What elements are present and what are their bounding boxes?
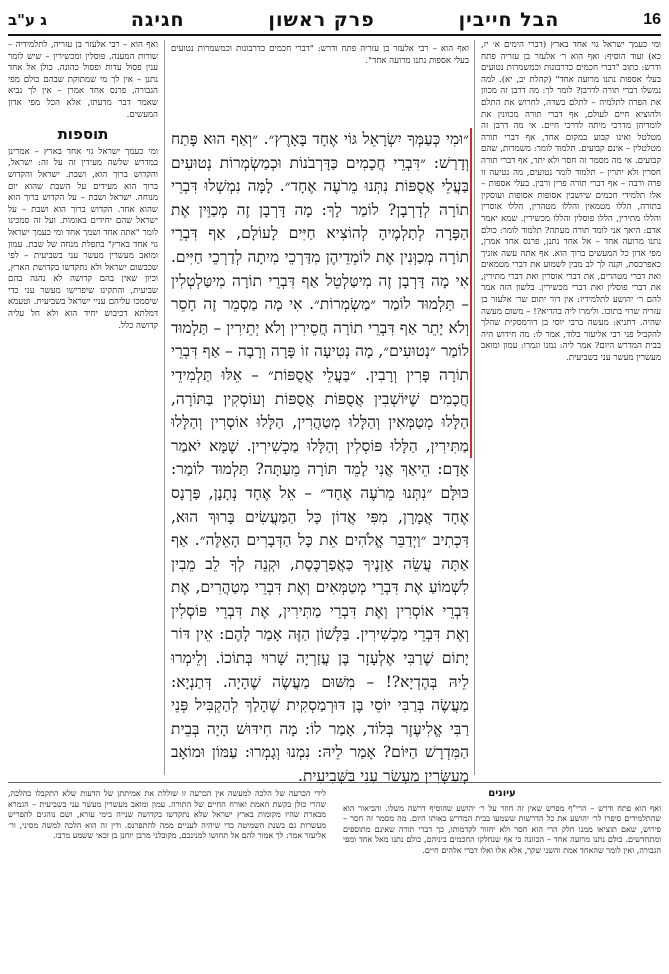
page-header [8,6,661,36]
left-commentary-intro: ואף הוא – רבי אלעזר בן עזריה, לתלמידיה – שורות המענה. פוסלין ומכשירין – שיש לומר ענין פסול עדות ופסול כהונה. כולן אל אחד נתנן – אין לך מי שמתוקת שבהם כולם מפי הגבורה, פרנס אחד אמרן – אין לך נביא שאמר דבר מדעתו, אלא הכל מפי אדון המעשים. [8,40,158,120]
footnotes-right [343,789,661,965]
highlight-bar [470,128,472,458]
footnotes-right-text: ואף הוא פתח ודרש – הרי"ף מפרש שאין זה חוזר על ר׳ יהושע שהוסיף דרשה משלו. והביאור הוא שהתלמידים סיפרו לר׳ יהושע את כל הדרשות ששמעו בבית המדרש באותו היום. מה מסמר זה חסר – פירוש, שאם תוציאו ממנו חלק הרי הוא חסר ולא יחזור לקדמותו, כך דברי תורה שאינם מתוספים ומתחדשים. כולם נתנו מרועה אחד – הכוונה כי אף שנחלקו החכמים ביניהם, כולם נתנו מאל אחד ומפי הגבורה, ואין לומר שהאחד אמת והשני שקר, אלא אלו ואלו דברי אלהים חיים. [343,803,661,855]
footnotes-left [8,789,326,965]
header-left-title: חגיגה [130,9,185,31]
footnotes-section [8,782,661,967]
tosafot-text: ומי כעמך ישראל גוי אחד בארץ – אמרינן במדרש שלשה מעידין זה על זה: ישראל, והקדוש ברוך הוא, ושבת. ישראל והקדוש ברוך הוא מעידים על השבת שהוא יום מנוחה. ישראל ושבת – על הקדוש ברוך הוא שהוא אחד. הקדוש ברוך הוא ושבת – על ישראל שהם יחידים באומות. ועל זה סמכינו לומר "אתה אחד ושמך אחד ומי כעמך ישראל גוי אחד בארץ" בתפלת מנחה של שבת. עמון ומואב מעשרין מעשר עני בשביעית – לפי שכבשום ישראל ולא נתקדשו בקדושת הארץ, וכיון שאין בהם קדושה לא נהגה בהם שביעית, והתקינו שיפרישו מעשר עני כדי שיסמכו עליהם עניי ישראל בשביעית. וטעמא דמלתא דכיבוש יחיד הוא ולא חל עליה קדושה כלל. [8,146,158,331]
page-number: 16 [643,11,661,28]
main-text-column [171,40,469,786]
main-gemara-text: ״וּמִי כְּעַמְּךָ יִשְׂרָאֵל גּוֹי אֶחָד בָּאָרֶץ״. ״וְאַף הוּא פָּתַח וְדָרַשׁ: ״דִּבְרֵי חֲכָמִים כַּדָּרְבֹנוֹת וּכְמַשְׂמְרוֹת נְטוּעִים בַּעֲלֵי אֲסֻפּוֹת נִתְּנוּ מֵרֹעֶה אֶחָד״. לָמָּה נִמְשְׁלוּ דִּבְרֵי תוֹרָה לְדָרְבָן? לוֹמַר לָךְ: מָה דָּרְבָן זֶה מְכַוֵּין אֶת הַפָּרָה לְתַלְמֶיהָ לְהוֹצִיא חַיִּים לָעוֹלָם, אַף דִּבְרֵי תוֹרָה מְכַוְּנִין אֶת לוֹמְדֵיהֶן מִדַּרְכֵי מִיתָה לְדַרְכֵי חַיִּים. אִי מָה דָּרְבָן זֶה מִיטַּלְטֵל אַף דִּבְרֵי תוֹרָה מִיטַּלְטְלִין – תַּלְמוּד לוֹמַר ״מַשְׂמְרוֹת״. אִי מָה מַסְמֵר זֶה חָסֵר וְלֹא יָתֵר אַף דִּבְרֵי תוֹרָה חֲסֵירִין וְלֹא יְתֵירִין – תַּלְמוּד לוֹמַר ״נְטוּעִים״, מָה נְטִיעָה זוֹ פָּרָה וְרָבָה – אַף דִּבְרֵי תוֹרָה פָּרִין וְרָבִין. ״בַּעֲלֵי אֲסֻפּוֹת״ – אֵלּוּ תַּלְמִידֵי חֲכָמִים שֶׁיּוֹשְׁבִין אֲסֻפּוֹת אֲסֻפּוֹת וְעוֹסְקִין בַּתּוֹרָה, הַלָּלוּ מְטַמְּאִין וְהַלָּלוּ מְטַהֲרִין, הַלָּלוּ אוֹסְרִין וְהַלָּלוּ מַתִּירִין, הַלָּלוּ פּוֹסְלִין וְהַלָּלוּ מַכְשִׁירִין. שֶׁמָּא יֹאמַר אָדָם: הֵיאַךְ אֲנִי לָמֵד תּוֹרָה מֵעַתָּה? תַּלְמוּד לוֹמַר: כּוּלָּם ״נִתְּנוּ מֵרֹעֶה אֶחָד״ – אֵל אֶחָד נְתָנָן, פַּרְנָס אֶחָד אֲמָרָן, מִפִּי אֲדוֹן כָּל הַמַּעֲשִׂים בָּרוּךְ הוּא, דִּכְתִיב ״וַיְדַבֵּר אֱלֹהִים אֵת כָּל הַדְּבָרִים הָאֵלֶּה״. אַף אַתָּה עֲשֵׂה אׇזְנֶיךָ כַּאֲפַרְכֶּסֶת, וּקְנֵה לְךָ לֵב מֵבִין לִשְׁמוֹעַ אֶת דִּבְרֵי מְטַמְּאִים וְאֶת דִּבְרֵי מְטַהֲרִים, אֶת דִּבְרֵי אוֹסְרִין וְאֶת דִּבְרֵי מַתִּירִין, אֶת דִּבְרֵי פּוֹסְלִין וְאֶת דִּבְרֵי מַכְשִׁירִין. בַּלָּשׁוֹן הַזֶּה אָמַר לָהֶם: אֵין דּוֹר יָתוֹם שֶׁרַבִּי אֶלְעָזָר בֶּן עֲזַרְיָה שָׁרוּי בְּתוֹכוֹ. וְלֵימְרוּ לֵיהּ בְּהֶדְיָא?! – מִשּׁוּם מַעֲשֶׂה שֶׁהָיָה. דְּתַנְיָא: מַעֲשֶׂה בְּרַבִּי יוֹסֵי בֶּן דּוּרְמַסְקִית שֶׁהָלַךְ לְהַקְבִּיל פְּנֵי רַבִּי אֱלִיעֶזֶר בְּלוֹד, אָמַר לוֹ: מָה חִידּוּשׁ הָיָה בְּבֵית הַמִּדְרָשׁ הַיּוֹם? אָמַר לֵיהּ: נִמְנוּ וְגָמְרוּ: עַמּוֹן וּמוֹאָב מְעַשְּׂרִין מַעְשַׂר עָנִי בַּשְּׁבִיעִית. [171,130,469,786]
tosafot-heading: תוספות [57,125,109,144]
right-commentary-text: ומי כעמך ישראל גוי אחד בארץ (דברי הימים א׳ יז, כא) ועוד הוסיף: ואף הוא ר׳ אלעזר בן עזריה פתח ודרש: כתוב "דברי חכמים כדרבונות וכמשמרות נטועים בעלי אספות נתנו מרועה אחד" (קהלת יב, יא). למה נמשלו דברי תורה לדרבן? לומר לך: מה דרבן זה מכוון את הפרה לתלמיה – לתלם בשדה, לחרוש את התלם ולהוציא חיים לעולם, אף דברי תורה מכוונין את לומדיהן מדרכי מיתה לדרכי חיים. אי מה דרבן זה מטלטל ואינו קבוע במקום אחד, אף דברי תורה מטלטלין – אינם קבועים. תלמוד לומר: משמרות, שהם קבועים. אי מה מסמר זה חסר ולא יתר, אף דברי תורה חסרין ולא יתרין – תלמוד לומר נטועים, מה נטיעה זו פרה ורבה – אף דברי תורה פרין ורבין. בעלי אספות – אלו תלמידי חכמים שיושבין אסופות אסופות ועוסקין בתורה, הללו מטמאין והללו מטהרין, הללו אוסרין והללו מתירין, הללו פוסלין והללו מכשירין. שמא יאמר אדם: היאך אני לומד תורה מעתה? תלמוד לומר: כולם נתנו מרועה אחד – אל אחד נתנן, פרנס אחד אמרן, מפי אדון כל המעשים ברוך הוא. אף אתה עשה אזניך כאפרכסת, וקנה לך לב מבין לשמוע את דברי מטמאים ואת דברי מטהרים, את דברי אוסרין ואת דברי מתירין, את דברי פוסלין ואת דברי מכשירין. בלשון הזה אמר להם ר׳ יהושע לתלמידיו: אין דור יתום שר׳ אלעזר בן עזריה שרוי בתוכו. ולימרו ליה בהדיא?! – משום מעשה שהיה. דתניא: מעשה ברבי יוסי בן דורמסקית שהלך להקביל פני רבי אליעזר בלוד, אמר לו: מה חידוש היה בבית המדרש היום? אמר ליה: נמנו וגמרו: עמון ומואב מעשרין מעשר עני בשביעית. [481,40,661,364]
daf-label: ג ע"ב [8,11,47,29]
column-divider-right [474,40,475,775]
footnotes-heading: עיונים [488,788,516,799]
right-commentary-column [481,40,661,775]
left-commentary-column [8,40,158,775]
header-right-title: הבל חייבין [458,9,560,31]
header-center-title: פרק ראשון [268,9,375,31]
column-divider-left [164,40,165,775]
main-intro-text: ואף הוא – רבי אלעזר בן עזריה פתח ודרש: "דברי חכמים כדרבונות וכמשמרות נטועים בעלי אספות נתנו מרועה אחד". [171,44,469,66]
footnotes-left-text: לידי הכרעה של הלכה למעשה אין הכרעה זו שוללת את אמיתתן של הדעות שלא התקבלו כהלכה, שהרי כולן בקשת האמת ואורח החיים של התורה. עמון ומואב מעשרין מעשר עני בשביעית – הגמרא מבארת שהיו מקומות בארץ ישראל שלא נתקדשו בקדושה שנייה בימי עזרא, ושם נוהגים להפריש מעשרות גם בשנת השמיטה כדי שיהיה לעניים ממה להתפרנס. ודין זה הוא הלכה למשה מסיני, ור׳ אליעזר אמר: לך אמור להם אל תחושו למנינכם, מקובלני מרבן יוחנן בן זכאי ששמע מרבו. [8,789,326,841]
